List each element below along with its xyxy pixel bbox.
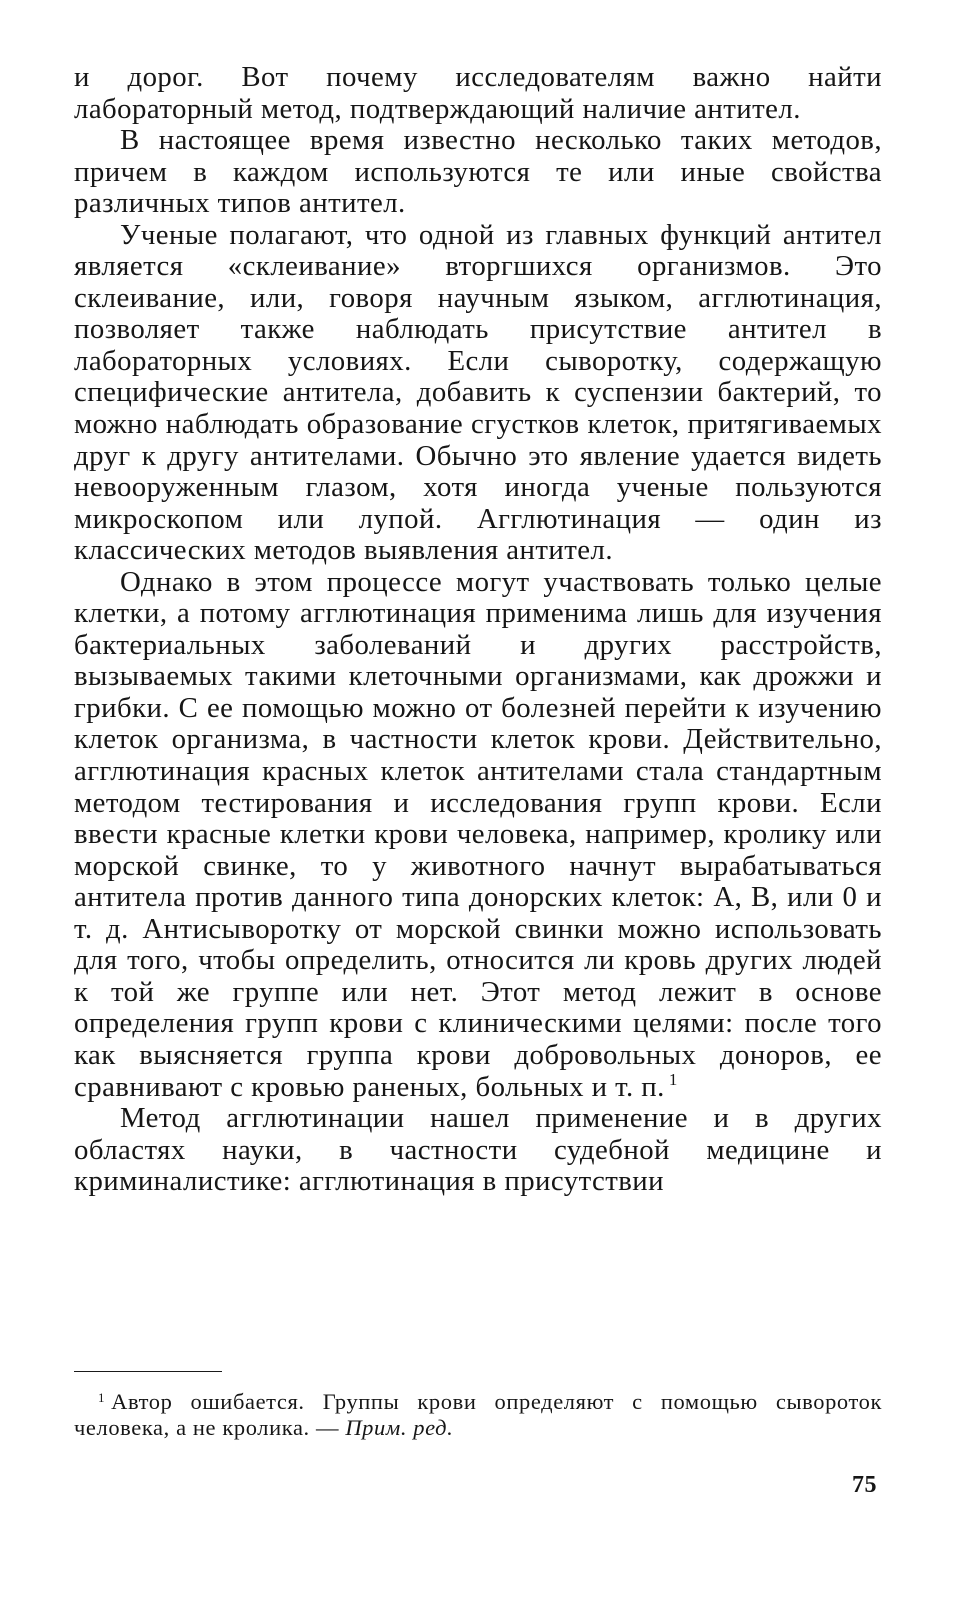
- footnote-divider: [74, 1371, 222, 1372]
- paragraph-1-text: и дорог. Вот почему исследователям важно найти лабораторный метод, подтверждающий наличие антител.: [74, 61, 882, 125]
- footnote-reference: 1: [668, 1069, 678, 1089]
- paragraph-3: [74, 220, 882, 567]
- footnote: [74, 1389, 882, 1441]
- main-text: [74, 62, 882, 1198]
- paragraph-2-text: В настоящее время известно несколько таких методов, причем в каждом используются те или иные свойства различных типов антител.: [74, 124, 882, 220]
- paragraph-2: [74, 125, 882, 220]
- footnote-editor-note: Прим. ред.: [345, 1415, 454, 1440]
- paragraph-5-text: Метод агглютинации нашел применение и в других областях науки, в частности судебной медицине и криминалистике: агглютинация в присутствии: [74, 1102, 882, 1198]
- paragraph-4: [74, 567, 882, 1103]
- paragraph-5: [74, 1103, 882, 1198]
- footnote-text: Автор ошибается. Группы крови определяют с помощью сывороток человека, а не кролика. —: [74, 1389, 882, 1440]
- page-number: 75: [852, 1472, 877, 1498]
- paragraph-1: [74, 62, 882, 125]
- paragraph-4-text: Однако в этом процессе могут участвовать только целые клетки, а потому агглютинация применима лишь для изучения бактериальных заболеваний и других расстройств, вызываемых такими клеточными организмами, как дрожжи и грибки. С ее помощью можно от болезней перейти к изучению клеток организма, в частности клеток крови. Действительно, агглютинация красных клеток антителами стала стандартным методом тестирования и исследования групп крови. Если ввести красные клетки крови человека, например, кролику или морской свинке, то у животного начнут вырабатываться антитела против данного типа донорских клеток: А, В, или 0 и т. д. Антисыворотку от морской свинки можно использовать для того, чтобы определить, относится ли кровь других людей к той же группе или нет. Этот метод лежит в основе определения групп крови с клиническими целями: после того как выясняется группа крови добровольных доноров, ее сравнивают с кровью раненых, больных и т. п.: [74, 565, 882, 1103]
- paragraph-3-text: Ученые полагают, что одной из главных функций антител является «склеивание» вторгшихся организмов. Это склеивание, или, говоря научным языком, агглютинация, позволяет также наблюдать присутствие антител в лабораторных условиях. Если сыворотку, содержащую специфические антитела, добавить к суспензии бактерий, то можно наблюдать образование сгустков клеток, притягиваемых друг к другу антителами. Обычно это явление удается видеть невооруженным глазом, хотя иногда ученые пользуются микроскопом или лупой. Агглютинация — один из классических методов выявления антител.: [74, 218, 882, 567]
- footnote-marker: 1: [98, 1390, 106, 1405]
